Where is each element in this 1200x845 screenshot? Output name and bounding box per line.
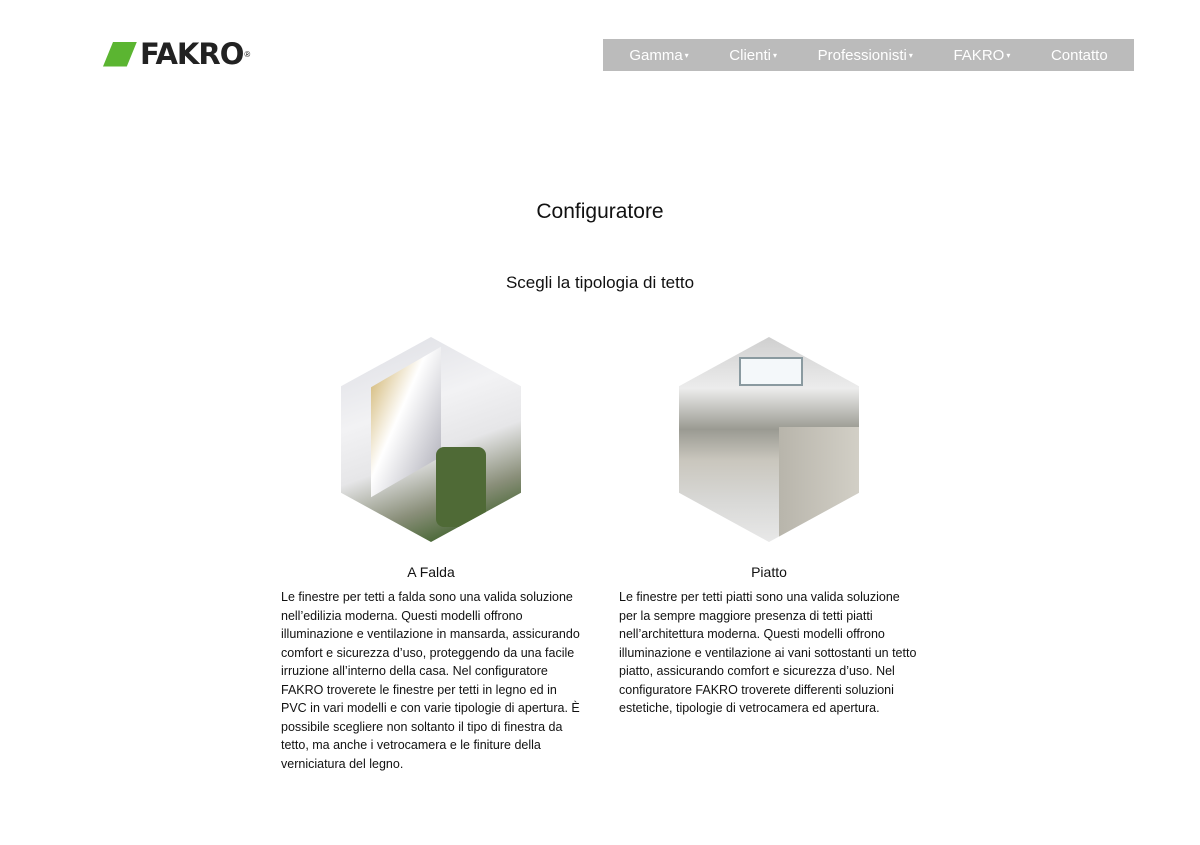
flat-roof-image[interactable]	[679, 337, 859, 542]
fakro-logo[interactable]	[103, 37, 251, 71]
roof-type-card-falda[interactable]	[281, 337, 581, 773]
card-description: Le finestre per tetti a falda sono una valida soluzione nell’edilizia moderna. Questi modelli offrono illuminazione e ventilazione in mansarda, assicurando comfort e sicurezza d’uso, proteggendo da una facile irruzione all’interno della casa. Nel configuratore FAKRO troverete le finestre per tetti in legno ed in PVC in vari modelli e con varie tipologie di apertura. È possibile scegliere non soltanto il tipo di finestra da tetto, ma anche i vetrocamera e le finiture della verniciatura del legno.	[281, 590, 580, 771]
nav-professionisti[interactable]	[818, 47, 913, 64]
nav-clienti[interactable]	[729, 47, 777, 64]
caret-down-icon: ▾	[772, 51, 777, 61]
nav-gamma[interactable]	[629, 47, 688, 64]
nav-label: Gamma	[629, 46, 683, 64]
nav-fakro[interactable]	[953, 47, 1010, 64]
page-subtitle: Scegli la tipologia di tetto	[505, 273, 695, 292]
logo-mark	[103, 42, 137, 67]
nav-label: Clienti	[729, 46, 771, 64]
nav-label: FAKRO	[953, 46, 1005, 64]
nav-label: Professionisti	[817, 46, 907, 64]
pitched-roof-image[interactable]	[341, 337, 521, 542]
logo-text: FAKRO	[140, 37, 244, 71]
card-title[interactable]: Piatto	[751, 564, 787, 580]
registered-mark: ®	[244, 49, 251, 59]
caret-down-icon: ▾	[684, 51, 689, 61]
nav-contatto[interactable]: Contatto	[1050, 46, 1108, 64]
card-description: Le finestre per tetti piatti sono una valida soluzione per la sempre maggiore presenza di tetti piatti nell’architettura moderna. Questi modelli offrono illuminazione e ventilazione ai vani sottostanti un tetto piatto, assicurando comfort e sicurezza d’uso. Nel configuratore FAKRO troverete differenti soluzioni estetiche, tipologie di vetrocamera ed apertura.	[619, 590, 917, 715]
caret-down-icon: ▾	[908, 51, 913, 61]
roof-type-card-piatto[interactable]	[619, 337, 919, 718]
card-title[interactable]: A Falda	[407, 564, 455, 580]
caret-down-icon: ▾	[1006, 51, 1011, 61]
main-nav	[603, 39, 1134, 71]
page-title: Configuratore	[536, 200, 664, 223]
